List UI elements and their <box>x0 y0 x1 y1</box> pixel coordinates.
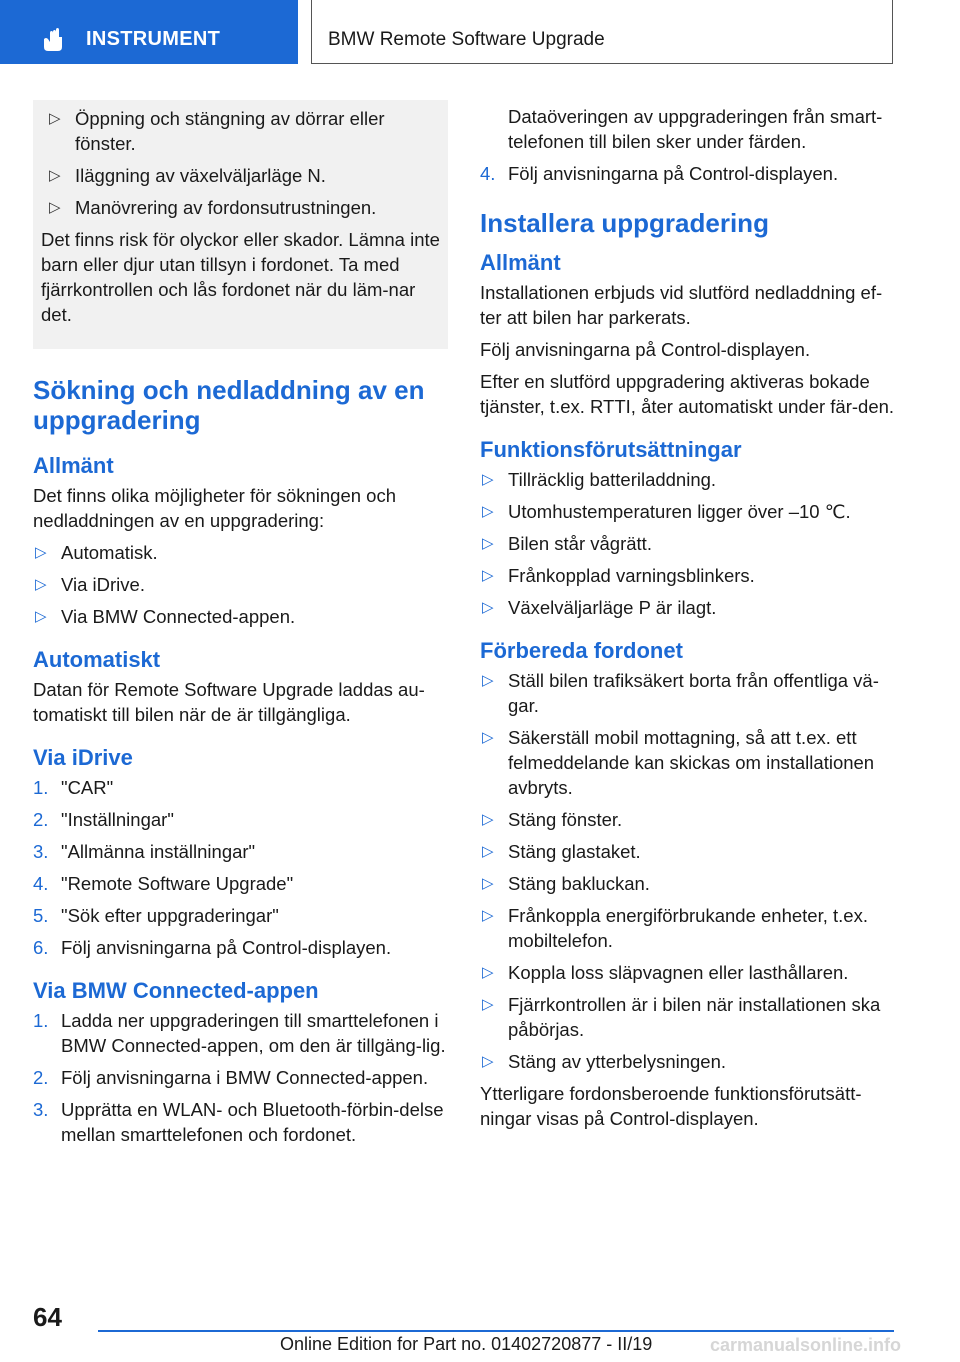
triangle-bullet-icon: ▷ <box>49 199 61 216</box>
heading-install-upgrade: Installera uppgradering <box>480 208 769 238</box>
triangle-bullet-icon: ▷ <box>482 996 494 1013</box>
list-item: ▷ Växelväljarläge P är ilagt. <box>482 597 717 618</box>
list-item: ▷ Öppning och stängning av dörrar eller fönster. <box>49 108 385 154</box>
list-item: 5. "Sök efter uppgraderingar" <box>33 905 279 926</box>
install-paragraph-1: Installationen erbjuds vid slutförd nedladdning ef-ter att bilen har parkerats. <box>480 282 883 328</box>
triangle-bullet-icon: ▷ <box>49 110 61 127</box>
automatic-paragraph: Datan för Remote Software Upgrade laddas au-tomatiskt till bilen när de är tillgängliga. <box>33 679 425 725</box>
list-item: ▷ Stäng fönster. <box>482 809 623 830</box>
triangle-bullet-icon: ▷ <box>49 167 61 184</box>
prepare-list <box>480 668 898 1074</box>
triangle-bullet-icon: ▷ <box>482 907 494 924</box>
list-item: ▷ Via iDrive. <box>35 574 145 595</box>
list-item: ▷ Stäng bakluckan. <box>482 873 650 894</box>
list-item: ▷ Frånkopplad varningsblinkers. <box>482 565 755 586</box>
heading-via-app: Via BMW Connected-appen <box>33 978 319 1003</box>
footer-divider <box>98 1330 894 1332</box>
continued-step-text: Dataöveringen av uppgraderingen från smart-telefonen till bilen sker under färden. <box>508 106 883 152</box>
triangle-bullet-icon: ▷ <box>482 599 494 616</box>
list-item: 3. Upprätta en WLAN- och Bluetooth-förbin-delse mellan smarttelefonen och fordonet. <box>33 1099 444 1145</box>
list-item: ▷ Via BMW Connected-appen. <box>35 606 296 627</box>
list-item: ▷ Tillräcklig batteriladdning. <box>482 469 717 490</box>
list-item: 4. Följ anvisningarna på Control-displayen. <box>480 163 839 184</box>
list-item: 2. Följ anvisningarna i BMW Connected-appen. <box>33 1067 429 1088</box>
heading-general-right: Allmänt <box>480 250 561 275</box>
triangle-bullet-icon: ▷ <box>482 471 494 488</box>
triangle-bullet-icon: ▷ <box>482 567 494 584</box>
section-tab[interactable] <box>0 0 298 64</box>
triangle-bullet-icon: ▷ <box>35 544 47 561</box>
edition-text: Online Edition for Part no. 01402720877 - II/19 <box>280 1334 653 1354</box>
triangle-bullet-icon: ▷ <box>35 576 47 593</box>
warning-text: Det finns risk för olyckor eller skador. Lämna inte barn eller djur utan tillsyn i fordonet. Ta med fjärrkontrollen och lås fordonet när du läm-nar det. <box>41 229 440 325</box>
list-item: ▷ Frånkoppla energiförbrukande enheter, t.ex. mobiltelefon. <box>482 905 868 951</box>
list-item: ▷ Stäng glastaket. <box>482 841 641 862</box>
warning-list <box>41 106 440 220</box>
heading-via-idrive: Via iDrive <box>33 745 133 770</box>
triangle-bullet-icon: ▷ <box>482 875 494 892</box>
closing-paragraph: Ytterligare fordonsberoende funktionsförutsätt-ningar visas på Control-displayen. <box>480 1083 862 1129</box>
list-item: ▷ Stäng av ytterbelysningen. <box>482 1051 727 1072</box>
page-number: 64 <box>33 1302 62 1332</box>
hand-pointer-icon <box>40 27 66 53</box>
list-item: ▷ Utomhustemperaturen ligger över –10 ℃. <box>482 501 851 522</box>
list-item: ▷ Fjärrkontrollen är i bilen när installationen ska påbörjas. <box>482 994 881 1040</box>
install-paragraph-2: Följ anvisningarna på Control-displayen. <box>480 339 811 360</box>
list-item: ▷ Säkerställ mobil mottagning, så att t.ex. ett felmeddelande kan skickas om installationen avbryts. <box>482 727 875 798</box>
list-item: 2. "Inställningar" <box>33 809 174 830</box>
general-paragraph: Det finns olika möjligheter för sökningen och nedladdningen av en uppgradering: <box>33 485 396 531</box>
app-steps <box>33 1008 448 1147</box>
list-item: ▷ Iläggning av växelväljarläge N. <box>49 165 326 186</box>
list-item: 3. "Allmänna inställningar" <box>33 841 256 862</box>
heading-automatic: Automatiskt <box>33 647 161 672</box>
section-tab-label: INSTRUMENT <box>86 28 221 50</box>
triangle-bullet-icon: ▷ <box>482 729 494 746</box>
triangle-bullet-icon: ▷ <box>482 535 494 552</box>
heading-general: Allmänt <box>33 453 114 478</box>
warning-box <box>33 100 448 349</box>
watermark: carmanualsonline.info <box>710 1335 902 1355</box>
list-item: ▷ Automatisk. <box>35 542 158 563</box>
triangle-bullet-icon: ▷ <box>482 964 494 981</box>
triangle-bullet-icon: ▷ <box>35 608 47 625</box>
install-paragraph-3: Efter en slutförd uppgradering aktiveras bokade tjänster, t.ex. RTTI, åter automatiskt under fär-den. <box>480 371 895 417</box>
general-list <box>33 540 448 629</box>
list-item: 6. Följ anvisningarna på Control-displayen. <box>33 937 392 958</box>
triangle-bullet-icon: ▷ <box>482 503 494 520</box>
list-item: 1. Ladda ner uppgraderingen till smarttelefonen i BMW Connected-appen, om den är tillgäng-lig. <box>33 1010 446 1056</box>
chapter-title: BMW Remote Software Upgrade <box>328 29 605 50</box>
triangle-bullet-icon: ▷ <box>482 811 494 828</box>
triangle-bullet-icon: ▷ <box>482 843 494 860</box>
chapter-title-tab <box>311 0 893 64</box>
right-column <box>480 100 898 1138</box>
triangle-bullet-icon: ▷ <box>482 1053 494 1070</box>
idrive-steps <box>33 775 448 960</box>
list-item: ▷ Bilen står vågrätt. <box>482 533 652 554</box>
heading-search-download: Sökning och nedladdning av en uppgradering <box>33 375 425 435</box>
list-item: ▷ Ställ bilen trafiksäkert borta från offentliga vä-gar. <box>482 670 879 716</box>
list-item: 1. "CAR" <box>33 777 114 798</box>
heading-prepare-vehicle: Förbereda fordonet <box>480 638 683 663</box>
left-column <box>33 100 448 1154</box>
list-item: 4. "Remote Software Upgrade" <box>33 873 294 894</box>
requirements-list <box>480 467 898 620</box>
list-item: ▷ Koppla loss släpvagnen eller lasthållaren. <box>482 962 849 983</box>
triangle-bullet-icon: ▷ <box>482 672 494 689</box>
heading-requirements: Funktionsförutsättningar <box>480 437 742 462</box>
list-item: ▷ Manövrering av fordonsutrustningen. <box>49 197 377 218</box>
app-steps-continued <box>480 161 898 186</box>
